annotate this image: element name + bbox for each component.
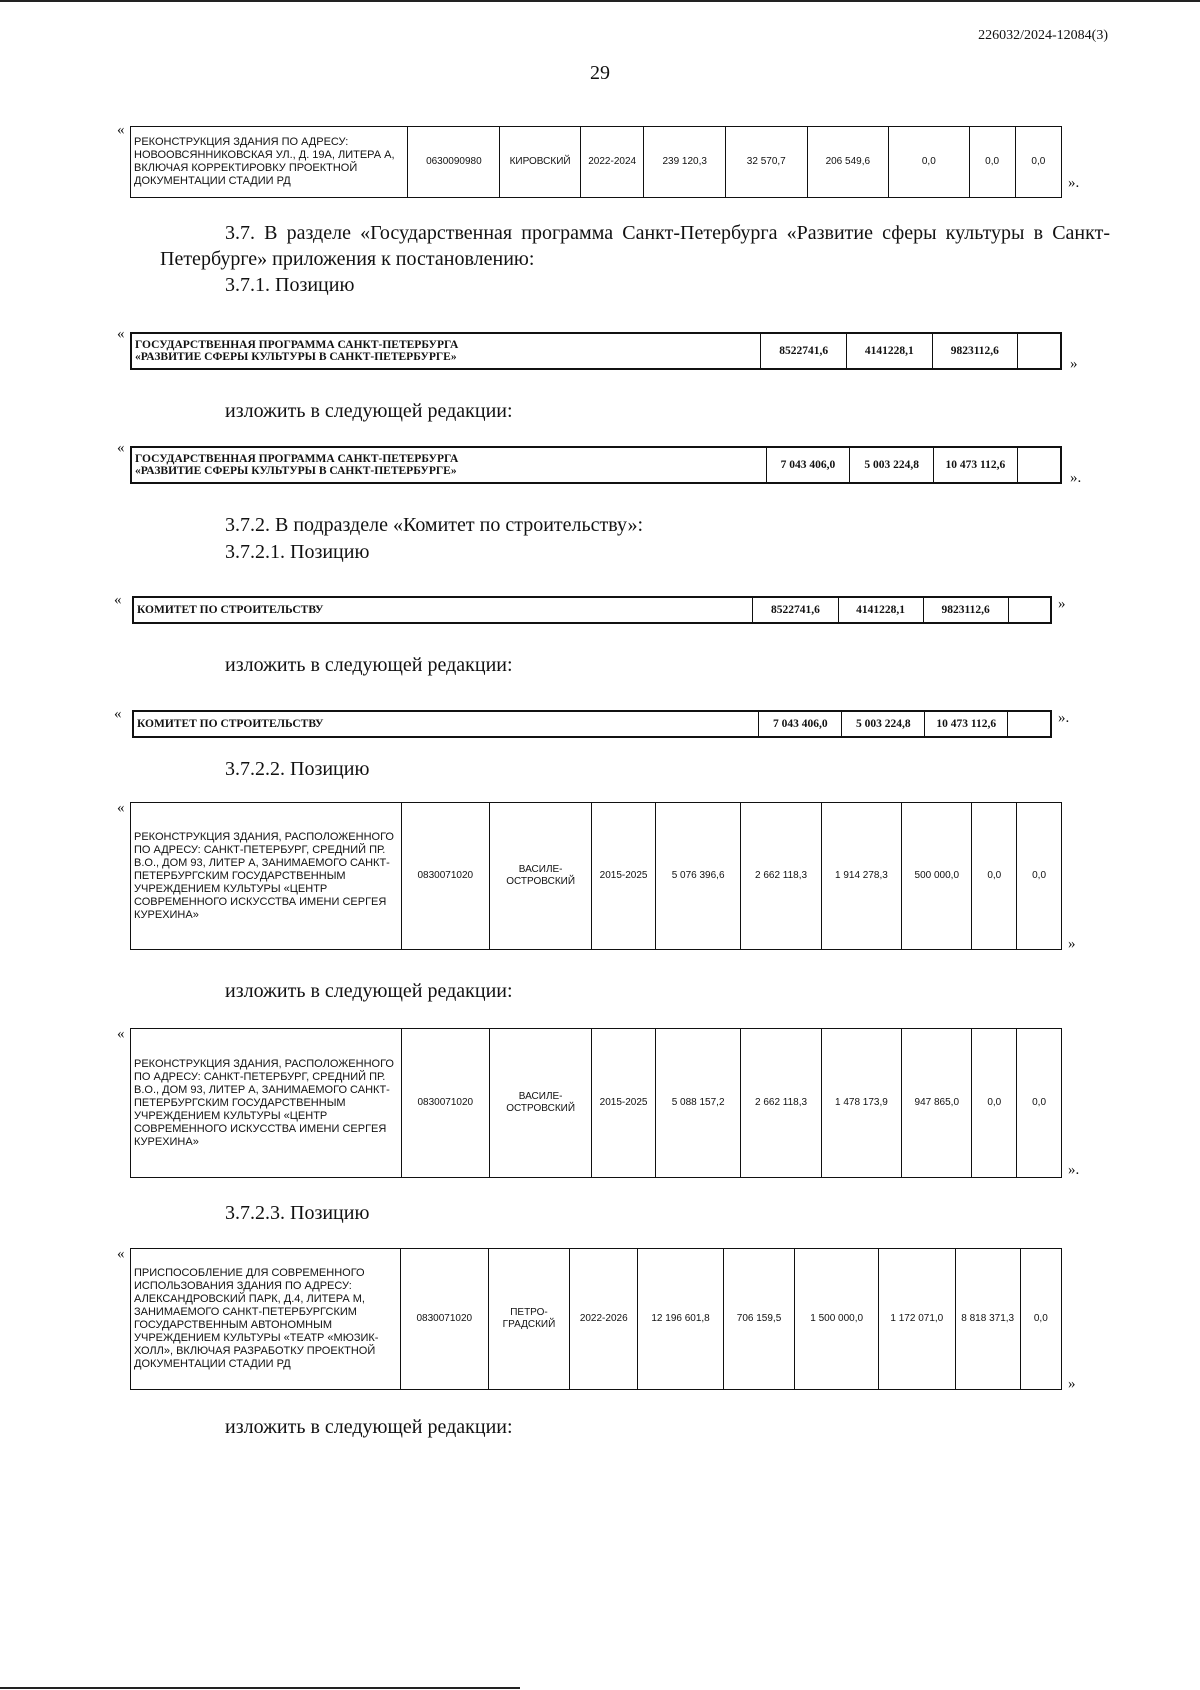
cell-empty — [1008, 711, 1051, 737]
cell-value: 32 570,7 — [726, 127, 808, 198]
paragraph-3-7-2-2: 3.7.2.2. Позицию — [225, 758, 370, 780]
cell-value: 5 003 224,8 — [850, 447, 934, 483]
replace-instruction: изложить в следующей редакции: — [225, 1416, 513, 1438]
cell-years: 2022-2026 — [570, 1249, 638, 1390]
paragraph-3-7: 3.7. В разделе «Государственная программа Санкт-Петербурга «Развитие сферы культуры в Санкт-Петербурге» приложения к постановлению: — [160, 222, 1110, 270]
cell-code: 0630090980 — [408, 127, 500, 198]
cell-code: 0830071020 — [401, 803, 489, 950]
position-table-kirovsky — [130, 126, 1062, 198]
cell-value: 4141228,1 — [846, 333, 932, 369]
cell-value: 8 818 371,3 — [955, 1249, 1020, 1390]
cell-value: 10 473 112,6 — [934, 447, 1018, 483]
cell-value: 0,0 — [1017, 803, 1062, 950]
open-quote: « — [117, 440, 125, 456]
position-name: РЕКОНСТРУКЦИЯ ЗДАНИЯ ПО АДРЕСУ: НОВООВСЯННИКОВСКАЯ УЛ., Д. 19А, ЛИТЕРА А, ВКЛЮЧАЯ КОРРЕКТИРОВКУ ПРОЕКТНОЙ ДОКУМЕНТАЦИИ СТАДИИ РД — [131, 127, 408, 198]
cell-value: 2 662 118,3 — [741, 1029, 821, 1178]
cell-years: 2015-2025 — [592, 803, 656, 950]
cell-value: 947 865,0 — [902, 1029, 972, 1178]
cell-district: ВАСИЛЕ-ОСТРОВСКИЙ — [489, 1029, 591, 1178]
cell-code: 0830071020 — [401, 1029, 489, 1178]
cell-value: 8522741,6 — [761, 333, 847, 369]
cell-value: 1 914 278,3 — [821, 803, 901, 950]
replace-instruction: изложить в следующей редакции: — [225, 400, 513, 422]
cell-value: 4141228,1 — [838, 597, 923, 623]
close-quote: ». — [1068, 175, 1080, 191]
cell-value: 706 159,5 — [723, 1249, 795, 1390]
program-name-line2: «РАЗВИТИЕ СФЕРЫ КУЛЬТУРЫ В САНКТ-ПЕТЕРБУРГЕ» — [135, 465, 457, 477]
cell-value: 8522741,6 — [753, 597, 838, 623]
cell-empty — [1008, 597, 1051, 623]
cell-value: 0,0 — [1020, 1249, 1061, 1390]
cell-district: ПЕТРО-ГРАДСКИЙ — [488, 1249, 569, 1390]
cell-value: 2 662 118,3 — [741, 803, 821, 950]
open-quote: « — [117, 1026, 125, 1042]
position-table-kurekhin-old — [130, 802, 1062, 950]
cell-value: 7 043 406,0 — [766, 447, 850, 483]
close-quote: » — [1068, 936, 1076, 952]
cell-empty — [1018, 333, 1061, 369]
paragraph-3-7-2: 3.7.2. В подразделе «Комитет по строительству»: — [225, 514, 644, 536]
cell-value: 10 473 112,6 — [925, 711, 1008, 737]
cell-value: 9823112,6 — [932, 333, 1018, 369]
replace-instruction: изложить в следующей редакции: — [225, 980, 513, 1002]
cell-value: 0,0 — [1017, 1029, 1062, 1178]
open-quote: « — [117, 1246, 125, 1262]
bottom-rule — [0, 1687, 520, 1689]
position-name: ПРИСПОСОБЛЕНИЕ ДЛЯ СОВРЕМЕННОГО ИСПОЛЬЗОВАНИЯ ЗДАНИЯ ПО АДРЕСУ: АЛЕКСАНДРОВСКИЙ ПАРК, Д.4, ЛИТЕРА М, ЗАНИМАЕМОГО САНКТ-ПЕТЕРБУРГСКИМ ГОСУДАРСТВЕННЫМ АВТОНОМНЫМ УЧРЕЖДЕНИЕМ КУЛЬТУРЫ «ТЕАТР «МЮЗИК-ХОЛЛ», ВКЛЮЧАЯ РАЗРАБОТКУ ПРОЕКТНОЙ ДОКУМЕНТАЦИИ СТАДИИ РД — [131, 1249, 401, 1390]
paragraph-3-7-1: 3.7.1. Позицию — [225, 274, 355, 296]
top-rule — [0, 0, 1200, 2]
position-table-kurekhin-new — [130, 1028, 1062, 1178]
close-quote: ». — [1058, 710, 1070, 726]
cell-district: КИРОВСКИЙ — [500, 127, 581, 198]
program-name — [131, 333, 761, 369]
committee-table-old — [132, 596, 1052, 624]
cell-value: 5 003 224,8 — [842, 711, 925, 737]
open-quote: « — [117, 122, 125, 138]
cell-years: 2015-2025 — [592, 1029, 656, 1178]
cell-value: 0,0 — [969, 127, 1015, 198]
close-quote: » — [1070, 356, 1078, 372]
position-table-musichall-old — [130, 1248, 1062, 1390]
cell-value: 0,0 — [1015, 127, 1061, 198]
cell-total: 5 076 396,6 — [655, 803, 741, 950]
cell-total: 239 120,3 — [644, 127, 726, 198]
open-quote: « — [117, 326, 125, 342]
close-quote: » — [1058, 596, 1066, 612]
program-table-new — [130, 446, 1062, 484]
close-quote: » — [1068, 1376, 1076, 1392]
replace-instruction: изложить в следующей редакции: — [225, 654, 513, 676]
cell-total: 5 088 157,2 — [655, 1029, 741, 1178]
committee-name: КОМИТЕТ ПО СТРОИТЕЛЬСТВУ — [133, 597, 753, 623]
document-number: 226032/2024-12084(3) — [978, 28, 1108, 43]
open-quote: « — [114, 706, 122, 722]
program-name — [131, 447, 766, 483]
paragraph-3-7-2-3: 3.7.2.3. Позицию — [225, 1202, 370, 1224]
program-name-line2: «РАЗВИТИЕ СФЕРЫ КУЛЬТУРЫ В САНКТ-ПЕТЕРБУРГЕ» — [135, 351, 457, 363]
cell-value: 1 172 071,0 — [878, 1249, 955, 1390]
cell-value: 500 000,0 — [902, 803, 972, 950]
cell-district: ВАСИЛЕ-ОСТРОВСКИЙ — [489, 803, 591, 950]
committee-name: КОМИТЕТ ПО СТРОИТЕЛЬСТВУ — [133, 711, 759, 737]
close-quote: ». — [1068, 1162, 1080, 1178]
cell-value: 1 500 000,0 — [795, 1249, 879, 1390]
cell-value: 9823112,6 — [923, 597, 1008, 623]
paragraph-3-7-2-1: 3.7.2.1. Позицию — [225, 541, 370, 563]
program-name-line1: ГОСУДАРСТВЕННАЯ ПРОГРАММА САНКТ-ПЕТЕРБУРГА — [135, 453, 459, 465]
cell-value: 0,0 — [972, 1029, 1017, 1178]
cell-value: 1 478 173,9 — [821, 1029, 901, 1178]
program-name-line1: ГОСУДАРСТВЕННАЯ ПРОГРАММА САНКТ-ПЕТЕРБУРГА — [135, 339, 459, 351]
program-table-old — [130, 332, 1062, 370]
position-name: РЕКОНСТРУКЦИЯ ЗДАНИЯ, РАСПОЛОЖЕННОГО ПО АДРЕСУ: САНКТ-ПЕТЕРБУРГ, СРЕДНИЙ ПР. В.О., ДОМ 93, ЛИТЕР А, ЗАНИМАЕМОГО САНКТ-ПЕТЕРБУРГСКИМ ГОСУДАРСТВЕННЫМ УЧРЕЖДЕНИЕМ КУЛЬТУРЫ «ЦЕНТР СОВРЕМЕННОГО ИСКУССТВА ИМЕНИ СЕРГЕЯ КУРЕХИНА» — [131, 803, 402, 950]
position-name: РЕКОНСТРУКЦИЯ ЗДАНИЯ, РАСПОЛОЖЕННОГО ПО АДРЕСУ: САНКТ-ПЕТЕРБУРГ, СРЕДНИЙ ПР. В.О., ДОМ 93, ЛИТЕР А, ЗАНИМАЕМОГО САНКТ-ПЕТЕРБУРГСКИМ ГОСУДАРСТВЕННЫМ УЧРЕЖДЕНИЕМ КУЛЬТУРЫ «ЦЕНТР СОВРЕМЕННОГО ИСКУССТВА ИМЕНИ СЕРГЕЯ КУРЕХИНА» — [131, 1029, 402, 1178]
cell-total: 12 196 601,8 — [638, 1249, 723, 1390]
committee-table-new — [132, 710, 1052, 738]
cell-years: 2022-2024 — [580, 127, 644, 198]
cell-value: 206 549,6 — [807, 127, 889, 198]
cell-value: 0,0 — [889, 127, 969, 198]
cell-value: 7 043 406,0 — [759, 711, 842, 737]
open-quote: « — [117, 800, 125, 816]
close-quote: ». — [1070, 470, 1082, 486]
open-quote: « — [114, 592, 122, 608]
cell-value: 0,0 — [972, 803, 1017, 950]
cell-code: 0830071020 — [400, 1249, 488, 1390]
page-number: 29 — [590, 62, 610, 84]
cell-empty — [1017, 447, 1061, 483]
